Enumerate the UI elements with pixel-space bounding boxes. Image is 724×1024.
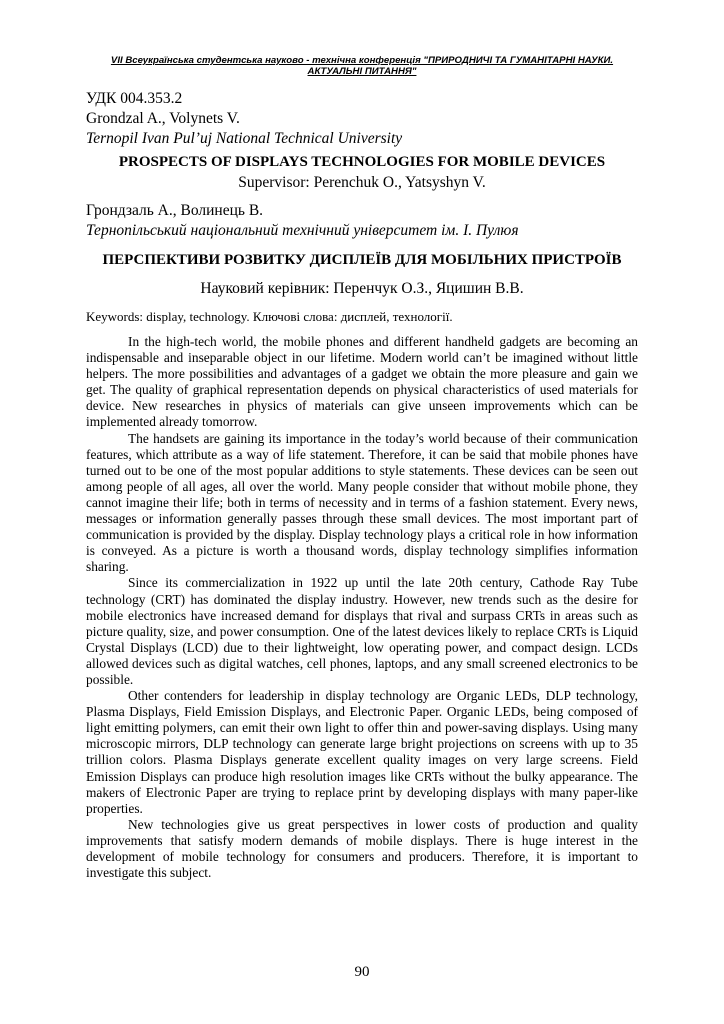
title-en: PROSPECTS OF DISPLAYS TECHNOLOGIES FOR MOBILE DEVICES bbox=[118, 154, 606, 170]
conference-header-line-1: VII Всеукраїнська студентська науково - технічна конференція "ПРИРОДНИЧІ ТА ГУМАНІТАРНІ НАУКИ. bbox=[110, 55, 614, 66]
keywords: Keywords: display, technology. Ключові слова: дисплей, технології. bbox=[86, 309, 453, 324]
conference-header-line-2: АКТУАЛЬНІ ПИТАННЯ" bbox=[307, 66, 417, 77]
paragraph-4: Other contenders for leadership in display technology are Organic LEDs, DLP technology, Plasma Displays, Field Emission Displays, and Electronic Paper. Organic LEDs, being composed of light emitting polymers, can emit their own light to offer thin and power-saving displays. Using many microscopic mirrors, DLP technology can generate large bright projections on screens with up to 35 trillion colors. Plasma Displays generate excellent quality images on very large screens. Field Emission Displays can produce high resolution images like CRTs without the bulky appearance. The makers of Electronic Paper are trying to replace print by developing displays with many paper-like properties. bbox=[86, 688, 638, 816]
paragraph-1: In the high-tech world, the mobile phones and different handheld gadgets are becoming an indispensable and inseparable object in our lifetime. Modern world can’t be imagined without little helpers. The more possibilities and advantages of a gadget we obtain the more pleasure and gain we get. The quality of graphical representation depends on physical characteristics of used materials for device. New researches in physics of materials can give unseen improvements which can be implemented already tomorrow. bbox=[86, 334, 638, 430]
paper-page bbox=[86, 55, 638, 881]
title-ua: ПЕРСПЕКТИВИ РОЗВИТКУ ДИСПЛЕЇВ ДЛЯ МОБІЛЬНИХ ПРИСТРОЇВ bbox=[102, 252, 622, 268]
conference-header bbox=[86, 55, 638, 77]
authors-ua: Грондзаль А., Волинець В. bbox=[86, 202, 264, 219]
supervisor-en: Supervisor: Perenchuk O., Yatsyshyn V. bbox=[238, 174, 486, 191]
paragraph-5: New technologies give us great perspectives in lower costs of production and quality improvements that satisfy modern demands of mobile displays. There is huge interest in the development of mobile technology for consumers and producers. Therefore, it is important to investigate this subject. bbox=[86, 816, 638, 881]
page-number: 90 bbox=[354, 964, 370, 980]
affiliation-en: Ternopil Ivan Pul’uj National Technical University bbox=[86, 130, 403, 147]
udc-code: УДК 004.353.2 bbox=[86, 90, 183, 107]
authors-en: Grondzal A., Volynets V. bbox=[86, 110, 240, 127]
paragraph-2: The handsets are gaining its importance in the today’s world because of their communication features, which attribute as a way of life statement. Therefore, it can be said that mobile phones have turned out to be one of the most popular additions to style statements. These devices can be seen out among people of all ages, all over the world. Many people consider that without mobile phone, they cannot imagine their life; both in terms of necessity and in terms of a fashion statement. Every news, messages or information generally passes through these small devices. The most important part of communication is provided by the display. Display technology plays a critical role in how information is conveyed. As a picture is worth a thousand words, display technology simplifies information sharing. bbox=[86, 430, 638, 575]
paragraph-3: Since its commercialization in 1922 up until the late 20th century, Cathode Ray Tube technology (CRT) has dominated the display industry. However, new trends such as the desire for mobile electronics have increased demand for displays that rival and surpass CRTs in areas such as picture quality, size, and power consumption. One of the latest devices likely to replace CRTs is Liquid Crystal Displays (LCD) due to their lightweight, low operating power, and compact design. LCDs allowed devices such as digital watches, cell phones, laptops, and any small screened electronics to be possible. bbox=[86, 575, 638, 687]
supervisor-ua: Науковий керівник: Перенчук О.З., Яцишин В.В. bbox=[200, 280, 524, 297]
body-text bbox=[86, 334, 638, 881]
affiliation-ua: Тернопільський національний технічний університет ім. І. Пулюя bbox=[86, 222, 519, 239]
